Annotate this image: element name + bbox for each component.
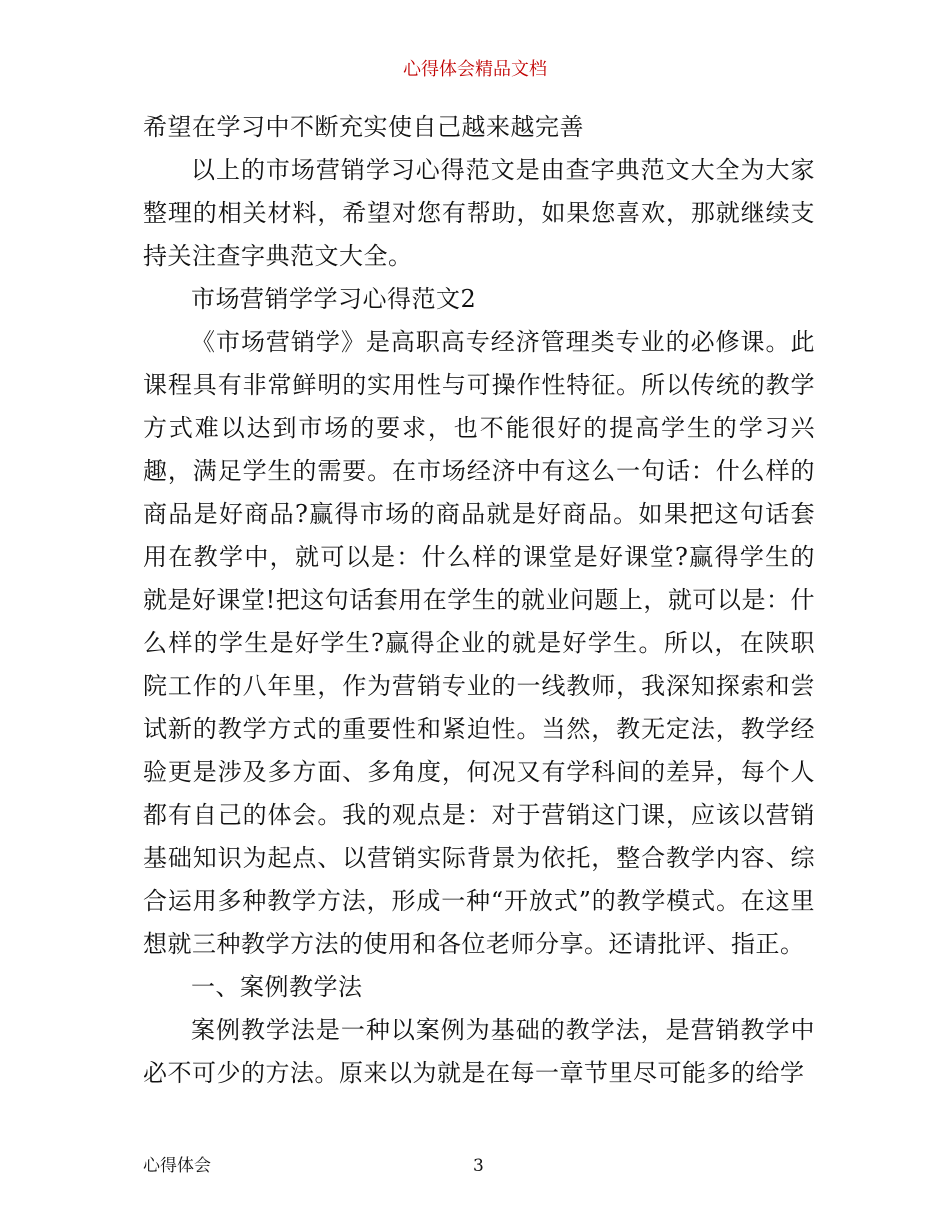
paragraph: 《市场营销学》是高职高专经济管理类专业的必修课。此课程具有非常鲜明的实用性与可操作性特征。所以传统的教学方式难以达到市场的要求，也不能很好的提高学生的学习兴趣，满足学生的需要。在市场经济中有这么一句话：什么样的商品是好商品?赢得市场的商品就是好商品。如果把这句话套用在教学中，就可以是：什么样的课堂是好课堂?赢得学生的就是好课堂!把这句话套用在学生的就业问题上，就可以是：什么样的学生是好学生?赢得企业的就是好学生。所以，在陕职院工作的八年里，作为营销专业的一线教师，我深知探索和尝试新的教学方式的重要性和紧迫性。当然，教无定法，教学经验更是涉及多方面、多角度，何况又有学科间的差异，每个人都有自己的体会。我的观点是：对于营销这门课，应该以营销基础知识为起点、以营销实际背景为依托，整合教学内容、综合运用多种教学方法，形成一种“开放式”的教学模式。在这里想就三种教学方法的使用和各位老师分享。还请批评、指正。	[143, 328, 815, 958]
paragraph: 希望在学习中不断充实使自己越来越完善	[143, 113, 584, 141]
section-heading: 市场营销学学习心得范文2	[191, 285, 477, 313]
document-body	[143, 106, 815, 1095]
section-heading: 一、案例教学法	[191, 973, 363, 1001]
page-header-title: 心得体会精品文档	[403, 59, 547, 80]
footer-label: 心得体会	[143, 1156, 211, 1176]
page-footer	[143, 1154, 815, 1178]
paragraph: 以上的市场营销学习心得范文是由查字典范文大全为大家整理的相关材料，希望对您有帮助，如果您喜欢，那就继续支持关注查字典范文大全。	[143, 156, 815, 270]
page-number: 3	[473, 1156, 484, 1176]
paragraph: 案例教学法是一种以案例为基础的教学法，是营销教学中必不可少的方法。原来以为就是在每一章节里尽可能多的给学	[143, 1016, 815, 1087]
